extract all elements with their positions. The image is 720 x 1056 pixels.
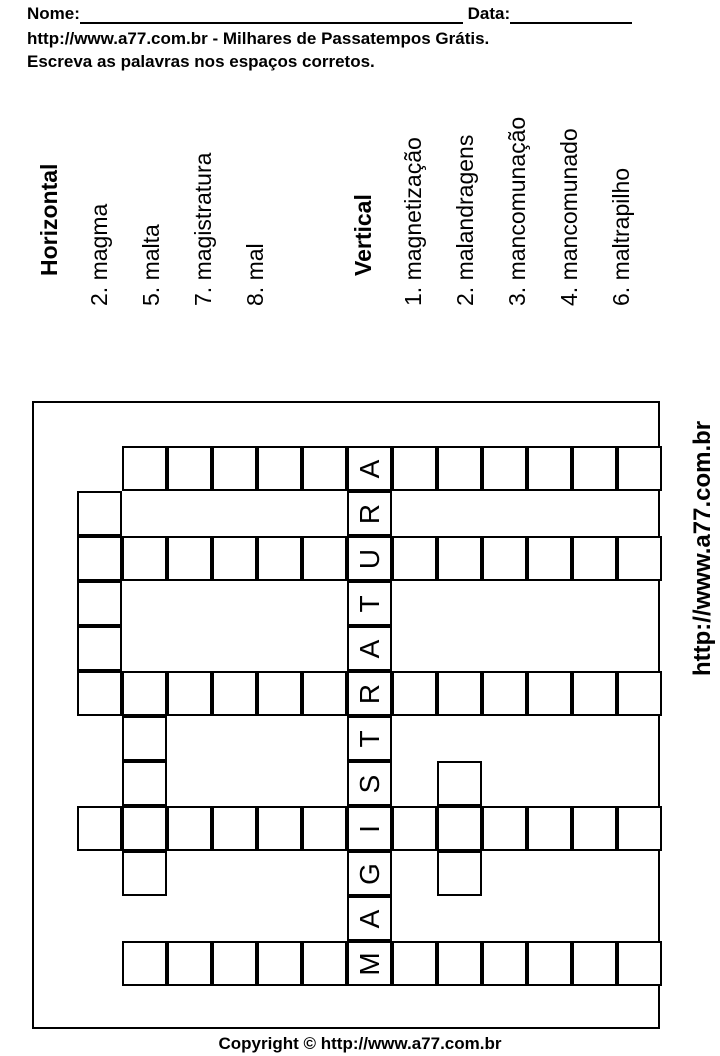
crossword-cell[interactable]: [437, 851, 482, 896]
crossword-letter-cell: [347, 536, 392, 581]
crossword-cell[interactable]: [257, 941, 302, 986]
cell-letter: T: [353, 594, 385, 613]
crossword-cell[interactable]: [527, 671, 572, 716]
crossword-letter-cell: [347, 941, 392, 986]
crossword-cell[interactable]: [392, 536, 437, 581]
crossword-cell[interactable]: [617, 446, 662, 491]
crossword-cell[interactable]: [482, 446, 527, 491]
crossword-cell[interactable]: [527, 806, 572, 851]
vertical-clue-4: 6. maltrapilho: [608, 167, 634, 306]
crossword-letter-cell: [347, 896, 392, 941]
crossword-cell[interactable]: [77, 581, 122, 626]
crossword-letter-cell: [347, 626, 392, 671]
crossword-letter-cell: [347, 806, 392, 851]
crossword-cell[interactable]: [77, 491, 122, 536]
cell-letter: A: [353, 909, 385, 928]
crossword-cell[interactable]: [482, 671, 527, 716]
cell-letter: U: [353, 548, 385, 569]
name-label: Nome:: [27, 4, 80, 23]
crossword-cell[interactable]: [437, 806, 482, 851]
crossword-cell[interactable]: [392, 941, 437, 986]
instruction-text: Escreva as palavras nos espaços corretos.: [27, 52, 375, 71]
crossword-cell[interactable]: [167, 536, 212, 581]
crossword-cell[interactable]: [302, 806, 347, 851]
crossword-cell[interactable]: [527, 941, 572, 986]
crossword-cell[interactable]: [122, 716, 167, 761]
crossword-cell[interactable]: [122, 671, 167, 716]
crossword-cell[interactable]: [122, 536, 167, 581]
vertical-clue-1: 2. malandragens: [452, 134, 478, 306]
crossword-cell[interactable]: [437, 941, 482, 986]
crossword-letter-cell: [347, 491, 392, 536]
crossword-letter-cell: [347, 761, 392, 806]
crossword-cell[interactable]: [257, 446, 302, 491]
crossword-cell[interactable]: [392, 446, 437, 491]
cell-letter: A: [353, 459, 385, 478]
crossword-cell[interactable]: [167, 941, 212, 986]
vertical-clue-2: 3. mancomunação: [504, 116, 530, 306]
site-line: http://www.a77.com.br - Milhares de Passatempos Grátis.: [27, 29, 490, 48]
cell-letter: R: [353, 503, 385, 524]
crossword-cell[interactable]: [572, 536, 617, 581]
cell-letter: S: [353, 774, 385, 793]
crossword-cell[interactable]: [302, 671, 347, 716]
crossword-cell[interactable]: [437, 671, 482, 716]
crossword-cell[interactable]: [527, 536, 572, 581]
crossword-cell[interactable]: [167, 446, 212, 491]
cell-letter: T: [353, 729, 385, 748]
crossword-cell[interactable]: [437, 446, 482, 491]
crossword-cell[interactable]: [77, 671, 122, 716]
crossword-letter-cell: [347, 446, 392, 491]
crossword-cell[interactable]: [122, 761, 167, 806]
crossword-cell[interactable]: [302, 536, 347, 581]
crossword-cell[interactable]: [167, 806, 212, 851]
crossword-cell[interactable]: [122, 446, 167, 491]
crossword-cell[interactable]: [212, 536, 257, 581]
crossword-cell[interactable]: [212, 671, 257, 716]
crossword-cell[interactable]: [572, 941, 617, 986]
crossword-cell[interactable]: [122, 806, 167, 851]
horizontal-clue-1: 5. malta: [138, 224, 164, 306]
crossword-cell[interactable]: [482, 941, 527, 986]
crossword-letter-cell: [347, 671, 392, 716]
crossword-cell[interactable]: [212, 446, 257, 491]
crossword-cell[interactable]: [302, 446, 347, 491]
crossword-cell[interactable]: [302, 941, 347, 986]
crossword-cell[interactable]: [527, 446, 572, 491]
crossword-cell[interactable]: [437, 761, 482, 806]
vertical-title: Vertical: [350, 194, 376, 276]
side-url: http://www.a77.com.br: [689, 420, 716, 676]
crossword-cell[interactable]: [122, 941, 167, 986]
crossword-cell[interactable]: [572, 446, 617, 491]
vertical-clue-0: 1. magnetização: [400, 137, 426, 306]
footer-copyright: Copyright © http://www.a77.com.br: [218, 1034, 502, 1053]
crossword-cell[interactable]: [122, 851, 167, 896]
crossword-cell[interactable]: [437, 536, 482, 581]
crossword-cell[interactable]: [572, 671, 617, 716]
crossword-cell[interactable]: [257, 671, 302, 716]
cell-letter: I: [353, 824, 385, 833]
crossword-cell[interactable]: [212, 941, 257, 986]
cell-letter: A: [353, 639, 385, 658]
horizontal-clue-3: 8. mal: [242, 243, 268, 306]
crossword-letter-cell: [347, 851, 392, 896]
crossword-cell[interactable]: [617, 671, 662, 716]
cell-letter: M: [353, 951, 385, 976]
crossword-cell[interactable]: [212, 806, 257, 851]
crossword-cell[interactable]: [77, 806, 122, 851]
crossword-cell[interactable]: [617, 536, 662, 581]
crossword-cell[interactable]: [167, 671, 212, 716]
crossword-cell[interactable]: [77, 626, 122, 671]
horizontal-clue-0: 2. magma: [86, 203, 112, 306]
cell-letter: G: [353, 862, 385, 885]
horizontal-clue-2: 7. magistratura: [190, 152, 216, 306]
crossword-letter-cell: [347, 581, 392, 626]
crossword-cell[interactable]: [392, 806, 437, 851]
crossword-letter-cell: [347, 716, 392, 761]
crossword-cell[interactable]: [617, 806, 662, 851]
crossword-cell[interactable]: [572, 806, 617, 851]
cell-letter: R: [353, 683, 385, 704]
crossword-cell[interactable]: [482, 536, 527, 581]
crossword-cell[interactable]: [617, 941, 662, 986]
horizontal-title: Horizontal: [36, 163, 62, 276]
crossword-cell[interactable]: [482, 806, 527, 851]
crossword-cell[interactable]: [77, 536, 122, 581]
vertical-clue-3: 4. mancomunado: [556, 128, 582, 306]
date-label: Data:: [467, 4, 511, 23]
crossword-cell[interactable]: [257, 806, 302, 851]
crossword-cell[interactable]: [257, 536, 302, 581]
crossword-cell[interactable]: [392, 671, 437, 716]
